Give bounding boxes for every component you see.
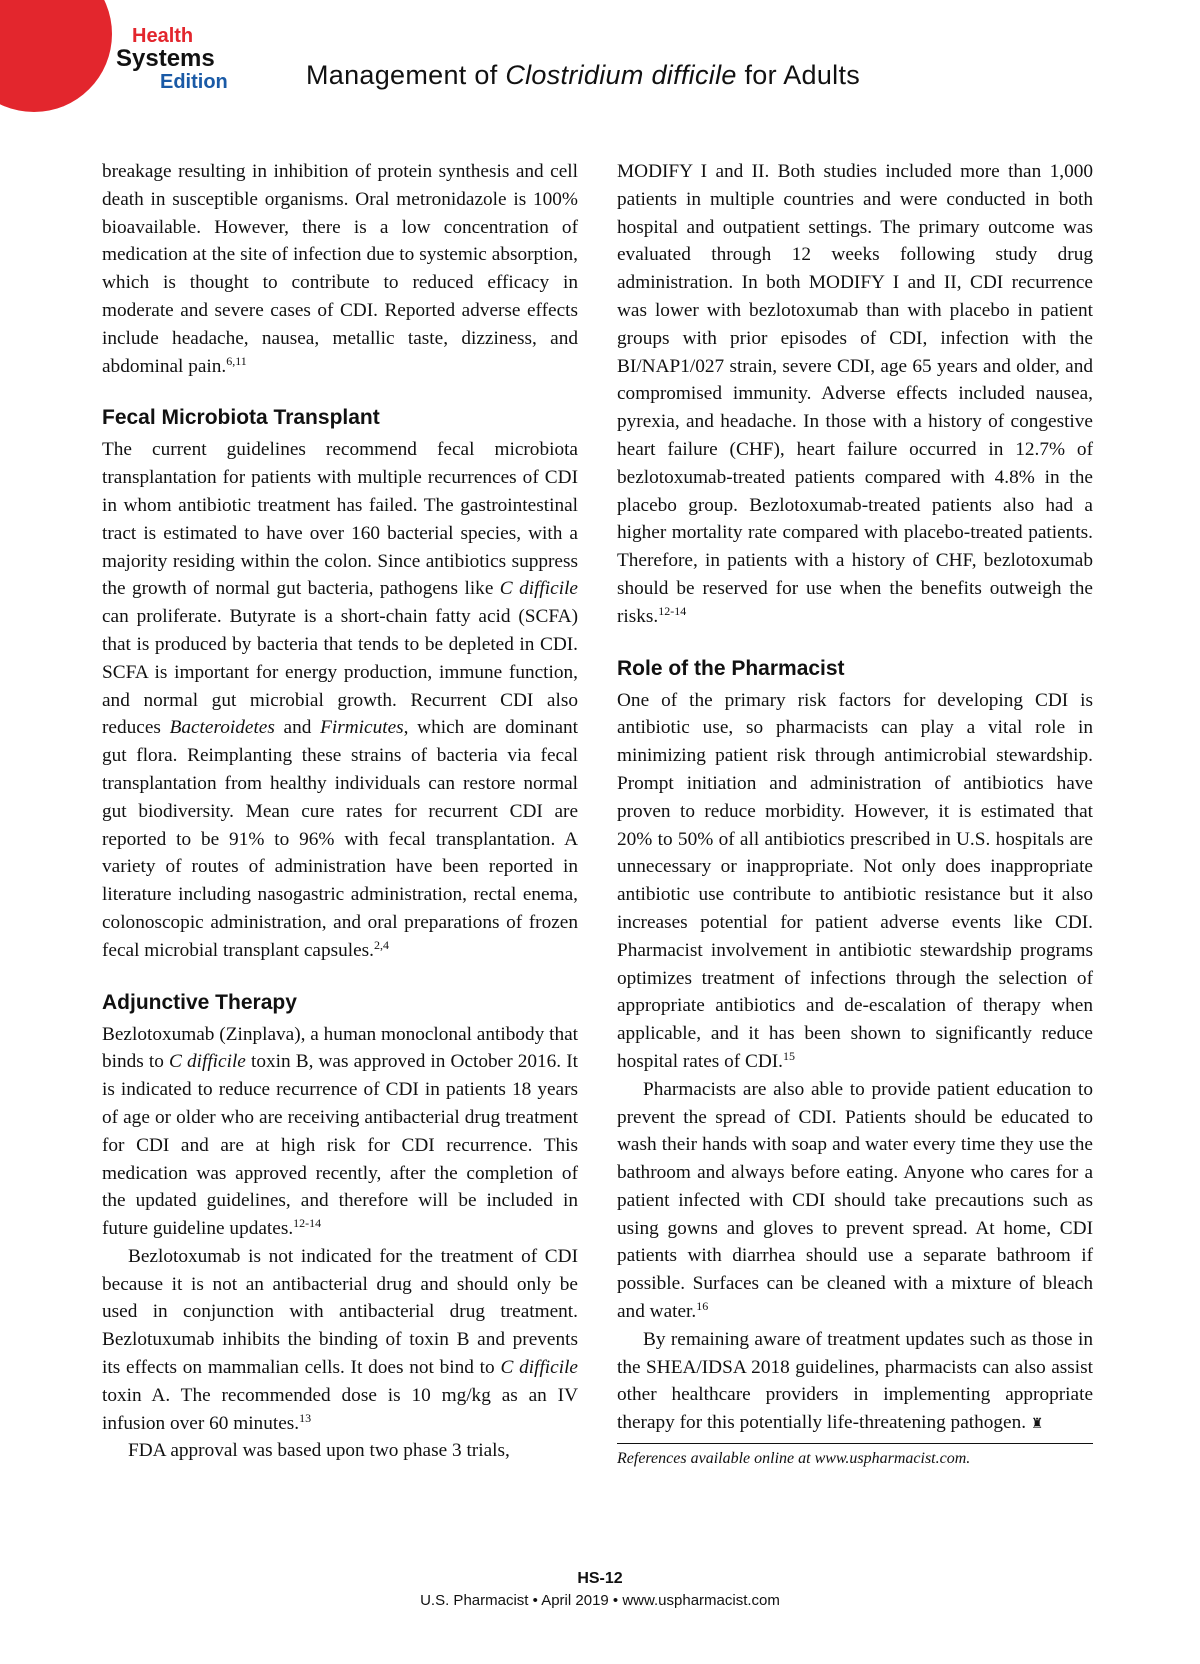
edition-logo — [108, 26, 228, 92]
paragraph: MODIFY I and II. Both studies included more than 1,000 patients in multiple countries and were conducted in both hospital and outpatient settings. The primary outcome was evaluated through 12 weeks following study drug administration. In both MODIFY I and II, CDI recurrence was lower with bezlotoxumab than with placebo in patient groups with prior episodes of CDI, infection with the BI/NAP1/027 strain, severe CDI, age 65 years and older, and compromised immunity. Adverse effects included nausea, pyrexia, and headache. In those with a history of congestive heart failure (CHF), heart failure occurred in 12.7% of bezlotoxumab-treated patients compared with 4.8% in the placebo group. Bezlotoxumab-treated patients also had a higher mortality rate compared with placebo-treated patients. Therefore, in patients with a history of CHF, bezlotoxumab should be reserved for use when the benefits outweigh the risks.$^{12-14}$ — [617, 161, 1093, 627]
paragraph: By remaining aware of treatment updates such as those in the SHEA/IDSA 2018 guidelines, pharmacists can also assist other healthcare providers in implementing appropriate therapy for this potentially life-threatening pathogen. ♜ — [617, 1328, 1093, 1434]
paragraph: Bezlotoxumab is not indicated for the treatment of CDI because it is not an antibacterial drug and should only be used in conjunction with antibacterial drug treatment. Bezlotuxumab inhibits the binding of toxin B and prevents its effects on mammalian cells. It does not bind to C difficile toxin A. The recommended dose is 10 mg/kg as an IV infusion over 60 minutes.$^{13}$ — [102, 1245, 578, 1434]
paragraph: FDA approval was based upon two phase 3 trials, — [128, 1440, 510, 1462]
paragraph: Pharmacists are also able to provide patient education to prevent the spread of CDI. Patients should be educated to wash their hands with soap and water every time they use the bathroom and always before eating. Anyone who cares for a patient infected with CDI should take precautions such as using gowns and gloves to prevent spread. At home, CDI patients with diarrhea should use a separate bathroom if possible. Surfaces can be cleaned with a mixture of bleach and water.$^{16}$ — [617, 1078, 1093, 1323]
end-mark-icon: ♜ — [1030, 1417, 1044, 1433]
citation: 16 — [696, 1299, 709, 1314]
left-column — [102, 158, 578, 1465]
citation: 6,11 — [226, 353, 247, 368]
logo-systems: Systems — [116, 45, 215, 72]
logo-circle — [0, 0, 112, 112]
citation: 12-14 — [658, 603, 687, 618]
page-number: HS-12 — [577, 1570, 623, 1587]
paragraph: One of the primary risk factors for developing CDI is antibiotic use, so pharmacists can play a vital role in minimizing patient risk through antimicrobial stewardship. Prompt initiation and administration of antibiotics have proven to reduce morbidity. However, it is estimated that 20% to 50% of all antibiotics prescribed in U.S. hospitals are unnecessary or inappropriate. Not only does inappropriate antibiotic use contribute to antibiotic resistance but it also increases potential for patient adverse events like CDI. Pharmacist involvement in antibiotic stewardship programs optimizes treatment of infections through the selection of appropriate antibiotics and de-escalation of therapy when applicable, and it has been shown to significantly reduce hospital rates of CDI.$^{15}$ — [617, 689, 1093, 1072]
logo-health: Health — [132, 25, 194, 47]
paragraph: Bezlotoxumab (Zinplava), a human monoclonal antibody that binds to C difficile toxin B, was approved in October 2016. It is indicated to reduce recurrence of CDI in patients 18 years of age or older who are receiving antibacterial drug treatment for CDI and are at high risk for CDI recurrence. This medication was approved recently, after the completion of the updated guidelines, and therefore will be included in future guideline updates.$^{12-14}$ — [102, 1023, 579, 1240]
page-title: Management of Clostridium difficile for Adults — [306, 60, 861, 90]
footer-credit: U.S. Pharmacist • April 2019 • www.uspharmacist.com — [420, 1592, 780, 1609]
citation: 12-14 — [293, 1216, 322, 1231]
citation: 13 — [299, 1410, 312, 1425]
section-heading-pharmacist: Role of the Pharmacist — [617, 656, 845, 680]
paragraph: breakage resulting in inhibition of protein synthesis and cell death in susceptible organisms. Oral metronidazole is 100% bioavailable. However, there is a low concentration of medication at the site of infection due to systemic absorption, which is thought to contribute to reduced efficacy in moderate and severe cases of CDI. Reported adverse effects include headache, nausea, metallic taste, dizziness, and abdominal pain.$^{6,11}$ — [102, 161, 578, 377]
logo-edition: Edition — [160, 71, 228, 93]
title-italic: Clostridium difficile — [505, 60, 737, 90]
paragraph: The current guidelines recommend fecal microbiota transplantation for patients with multiple recurrences of CDI in whom antibiotic treatment has failed. The gastrointestinal tract is estimated to have over 160 bacterial species, with a majority residing within the colon. Since antibiotics suppress the growth of normal gut bacteria, pathogens like C difficile can proliferate. Butyrate is a short-chain fatty acid (SCFA) that is produced by bacteria that tends to be depleted in CDI. SCFA is important for energy production, immune function, and normal gut microbial growth. Recurrent CDI also reduces Bacteroidetes and Firmicutes, which are dominant gut flora. Reimplanting these strains of bacteria via fecal transplantation from healthy individuals can restore normal gut biodiversity. Mean cure rates for recurrent CDI are reported to be 91% to 96% with fecal transplantation. A variety of routes of administration have been reported in literature including nasogastric administration, rectal enema, colonoscopic administration, and oral preparations of frozen fecal microbial transplant capsules.$^{2,4}$ — [102, 439, 579, 961]
section-heading-adjunctive: Adjunctive Therapy — [102, 990, 297, 1014]
citation: 2,4 — [373, 937, 389, 952]
section-heading-fmt: Fecal Microbiota Transplant — [102, 406, 380, 430]
citation: 15 — [783, 1048, 795, 1063]
right-column — [617, 158, 1093, 1470]
references-note: References available online at www.uspharmacist.com. — [617, 1443, 1093, 1470]
